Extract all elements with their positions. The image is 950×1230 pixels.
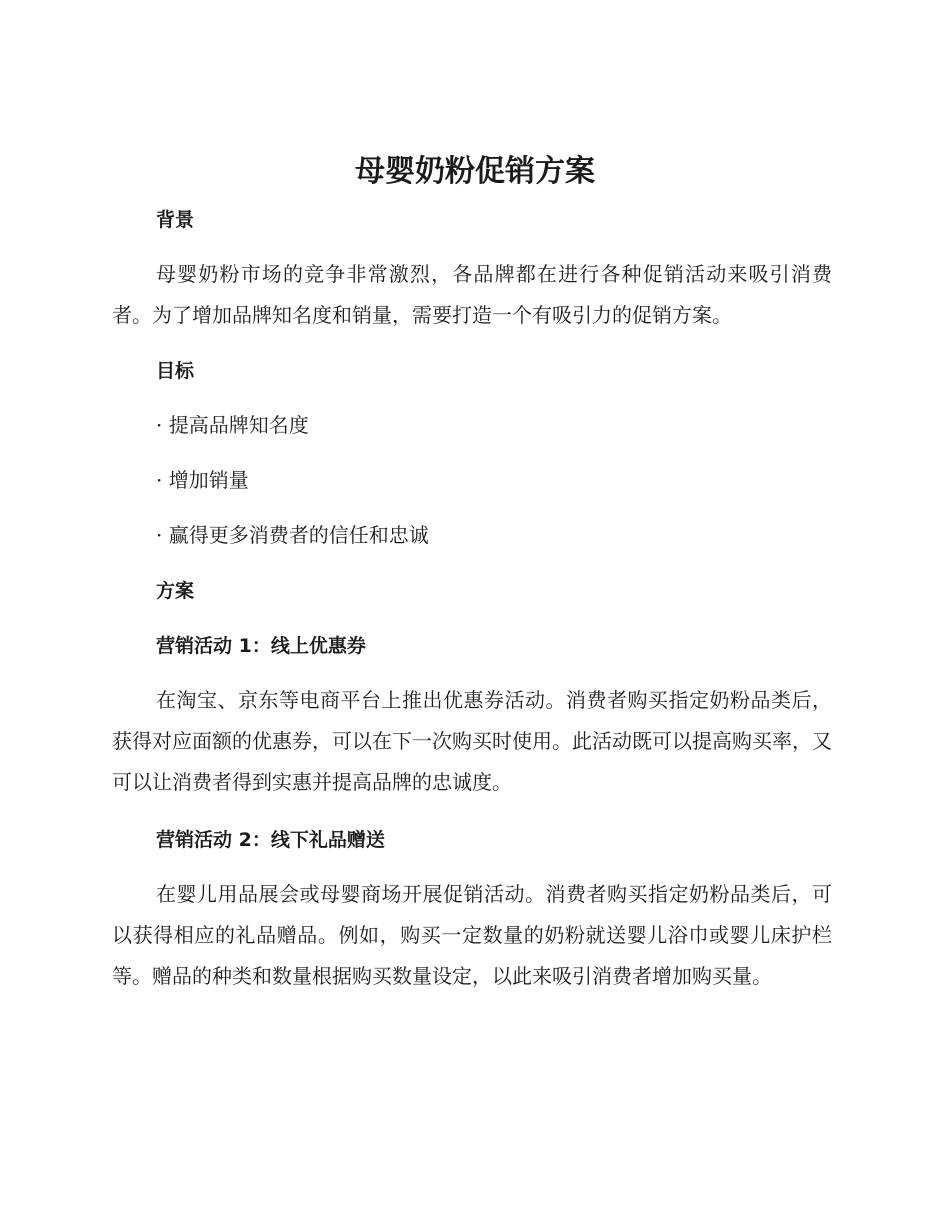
- background-heading: 背景: [156, 209, 195, 231]
- activity1-heading: 营销活动 1：线上优惠券: [156, 635, 366, 657]
- activity1-paragraph: 在淘宝、京东等电商平台上推出优惠券活动。消费者购买指定奶粉品类后，获得对应面额的优惠券，可以在下一次购买时使用。此活动既可以提高购买率，又可以让消费者得到实惠并提高品牌的忠诚度。: [112, 688, 832, 794]
- document-title: 母婴奶粉促销方案: [355, 154, 595, 189]
- activity2-heading: 营销活动 2：线下礼品赠送: [156, 829, 385, 851]
- goal-item-brand-awareness: · 提高品牌知名度: [156, 413, 309, 437]
- goal-item-sales: · 增加销量: [156, 468, 249, 492]
- goals-heading: 目标: [156, 360, 195, 382]
- plan-heading: 方案: [156, 580, 195, 602]
- background-paragraph: 母婴奶粉市场的竞争非常激烈，各品牌都在进行各种促销活动来吸引消费者。为了增加品牌知名度和销量，需要打造一个有吸引力的促销方案。: [112, 262, 832, 327]
- activity2-paragraph: 在婴儿用品展会或母婴商场开展促销活动。消费者购买指定奶粉品类后，可以获得相应的礼品赠品。例如，购买一定数量的奶粉就送婴儿浴巾或婴儿床护栏等。赠品的种类和数量根据购买数量设定，以此来吸引消费者增加购买量。: [112, 882, 832, 988]
- goal-item-loyalty: · 赢得更多消费者的信任和忠诚: [156, 523, 429, 547]
